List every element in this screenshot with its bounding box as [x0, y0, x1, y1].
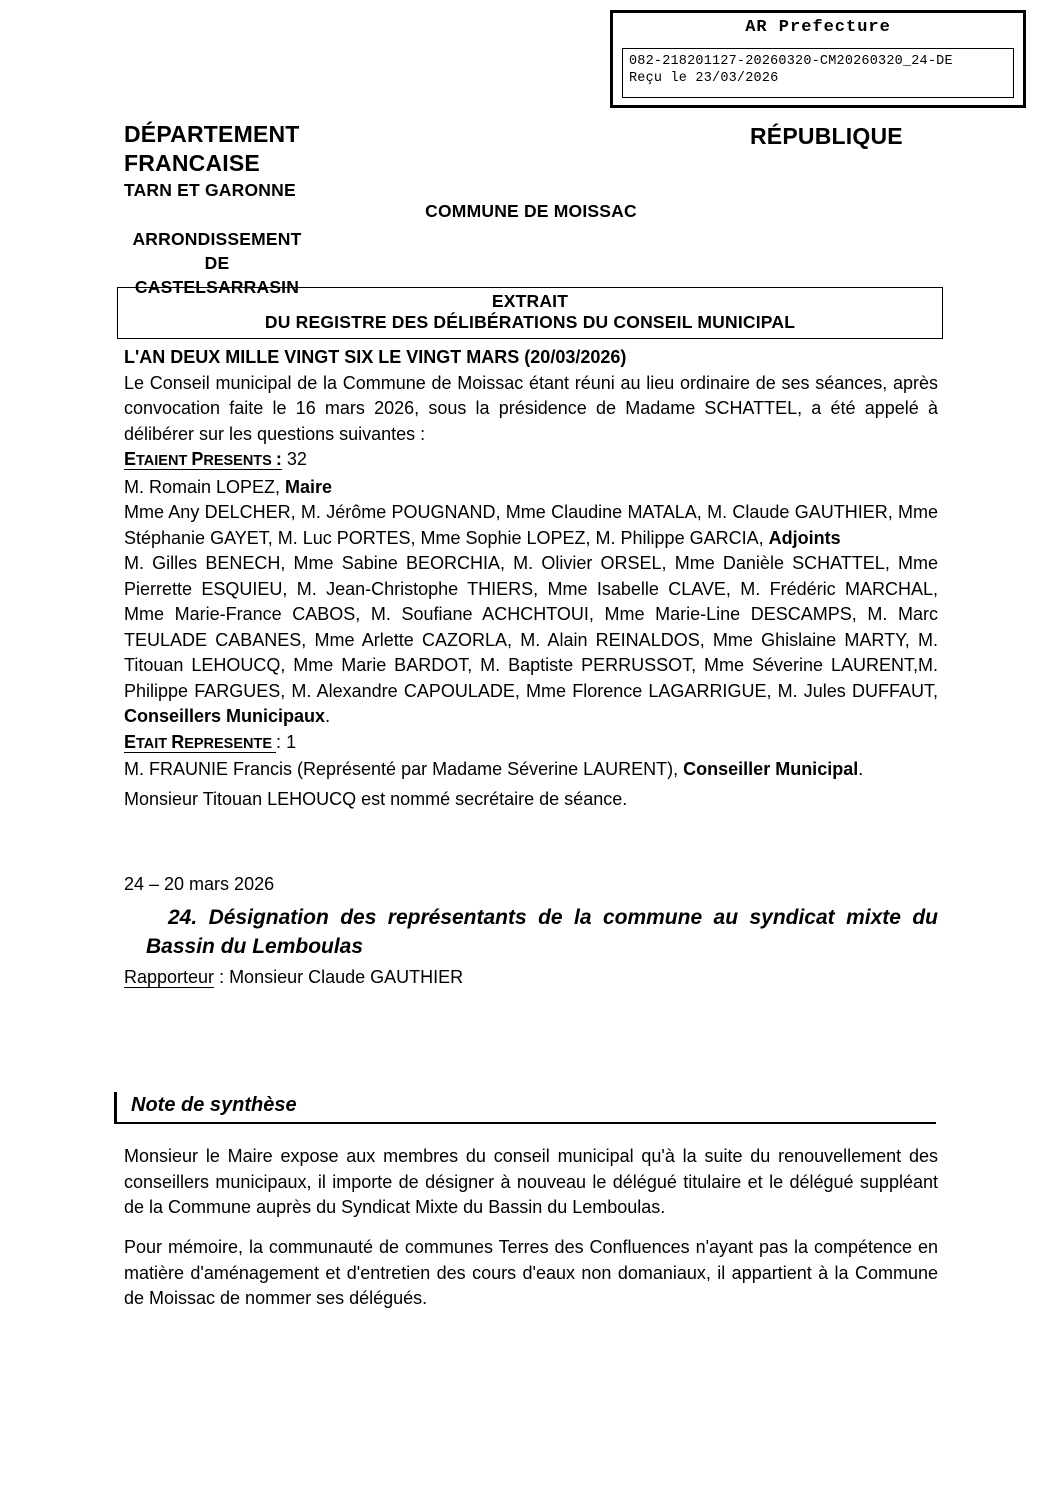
mayor-name: M. Romain LOPEZ,: [124, 476, 286, 497]
note-paragraph-1-block: [124, 1144, 938, 1221]
mayor-role: Maire: [285, 476, 333, 497]
secretary-line: Monsieur Titouan LEHOUCQ est nommé secrétaire de séance.: [124, 789, 628, 809]
arrondissement-line-2: DE: [204, 253, 230, 273]
represente-heading: [124, 730, 938, 758]
department-heading: [124, 120, 300, 178]
note-de-synthese-label: Note de synthèse: [131, 1094, 297, 1116]
conseillers-role: Conseillers Municipaux: [124, 706, 326, 726]
adjoints-names: Mme Any DELCHER, M. Jérôme POUGNAND, Mme Claudine MATALA, M. Claude GAUTHIER, Mme Stéphanie GAYET, M. Luc PORTES, Mme Sophie LOPEZ, M. Philippe GARCIA,: [124, 502, 938, 548]
secretary-block: [124, 787, 938, 813]
represente-label: ETAIT REPRESENTE: [124, 731, 277, 752]
ar-stamp-details: [622, 48, 1014, 98]
adjoints-role: Adjoints: [768, 527, 841, 548]
conseillers-names: M. Gilles BENECH, Mme Sabine BEORCHIA, M. Olivier ORSEL, Mme Danièle SCHATTEL, Mme Pierrette ESQUIEU, M. Jean-Christophe THIERS, Mme Isabelle CLAVE, M. Frédéric MARCHAL, Mme Marie-France CABOS, M. Soufiane ACHCHTOUI, Mme Marie-Line DESCAMPS, M. Marc TEULADE CABANES, Mme Arlette CAZORLA, M. Alain REINALDOS, Mme Ghislaine MARTY, M. Titouan LEHOUCQ, Mme Marie BARDOT, M. Baptiste PERRUSSOT, Mme Séverine LAURENT,M. Philippe FARGUES, M. Alexandre CAPOULADE, Mme Florence LAGARRIGUE, M. Jules DUFFAUT,: [124, 553, 938, 701]
department-line-1: DÉPARTEMENT: [124, 121, 300, 147]
present-label: ETAIENT PRESENTS :: [124, 449, 282, 469]
represente-role: Conseiller Municipal: [683, 759, 859, 779]
ar-stamp-reference: 082-218201127-20260320-CM20260320_24-DE: [629, 54, 953, 69]
note-paragraph-2: Pour mémoire, la communauté de communes Terres des Confluences n'ayant pas la compétence en matière d'aménagement et d'entretien des cours d'eaux non domaniaux, il appartient à la Commune de Moissac de nommer ses délégués.: [124, 1237, 938, 1308]
session-date-heading: L'AN DEUX MILLE VINGT SIX LE VINGT MARS (20/03/2026): [124, 347, 627, 367]
rapporteur-line: [124, 965, 463, 990]
note-de-synthese-heading: [114, 1092, 936, 1124]
note-paragraph-1: Monsieur le Maire expose aux membres du conseil municipal qu'à la suite du renouvellement des conseillers municipaux, il importe de désigner à nouveau le délégué titulaire et le délégué suppléant de la Commune auprès du Syndicat Mixte du Bassin du Lemboulas.: [124, 1146, 938, 1217]
represente-line: M. FRAUNIE Francis (Représenté par Madame Séverine LAURENT), Conseiller Municipal.: [124, 759, 864, 779]
extrait-subtitle: DU REGISTRE DES DÉLIBÉRATIONS DU CONSEIL MUNICIPAL: [264, 312, 796, 332]
session-body: [124, 345, 938, 783]
arrondissement-line-1: ARRONDISSEMENT: [132, 229, 302, 249]
deliberation-number-date: 24 – 20 mars 2026: [124, 874, 275, 894]
represente-count: 1: [286, 731, 297, 752]
arrondissement-line-3: CASTELSARRASIN: [134, 277, 300, 297]
conseillers-list: M. Gilles BENECH, Mme Sabine BEORCHIA, M. Olivier ORSEL, Mme Danièle SCHATTEL, Mme Pierrette ESQUIEU, M. Jean-Christophe THIERS, Mme Isabelle CLAVE, M. Frédéric MARCHAL, Mme Marie-France CABOS, M. Soufiane ACHCHTOUI, Mme Marie-Line DESCAMPS, M. Marc TEULADE CABANES, Mme Arlette CAZORLA, M. Alain REINALDOS, Mme Ghislaine MARTY, M. Titouan LEHOUCQ, Mme Marie BARDOT, M. Baptiste PERRUSSOT, Mme Séverine LAURENT,M. Philippe FARGUES, M. Alexandre CAPOULADE, Mme Florence LAGARRIGUE, M. Jules DUFFAUT, Conseillers Municipaux.: [124, 553, 938, 726]
session-intro-paragraph: Le Conseil municipal de la Commune de Moissac étant réuni au lieu ordinaire de ses séances, après convocation faite le 16 mars 2026, sous la présidence de Madame SCHATTEL, a été appelé à délibérer sur les questions suivantes :: [124, 372, 938, 444]
republic-heading: RÉPUBLIQUE: [750, 123, 903, 149]
present-count: 32: [286, 449, 307, 469]
present-heading: [124, 447, 938, 475]
ar-prefecture-stamp: [610, 10, 1026, 108]
represente-name: M. FRAUNIE Francis (Représenté par Madame Séverine LAURENT),: [124, 759, 684, 779]
deliberation-title: 24. Désignation des représentants de la commune au syndicat mixte du Bassin du Lemboulas: [146, 906, 938, 958]
mayor-line: [124, 475, 938, 501]
extrait-title: EXTRAIT: [491, 291, 569, 311]
rapporteur-value: : Monsieur Claude GAUTHIER: [214, 967, 464, 987]
adjoints-list: [124, 500, 938, 551]
note-paragraph-2-block: [124, 1235, 938, 1312]
department-name: TARN ET GARONNE: [124, 180, 296, 200]
ar-stamp-received-date: Reçu le 23/03/2026: [629, 71, 779, 86]
rapporteur-label: Rapporteur: [124, 967, 215, 987]
extrait-box: [117, 287, 943, 339]
department-line-2: FRANCAISE: [124, 150, 260, 176]
commune-name: COMMUNE DE MOISSAC: [425, 201, 637, 221]
ar-stamp-title: AR Prefecture: [745, 18, 891, 37]
represente-colon: :: [276, 731, 287, 752]
